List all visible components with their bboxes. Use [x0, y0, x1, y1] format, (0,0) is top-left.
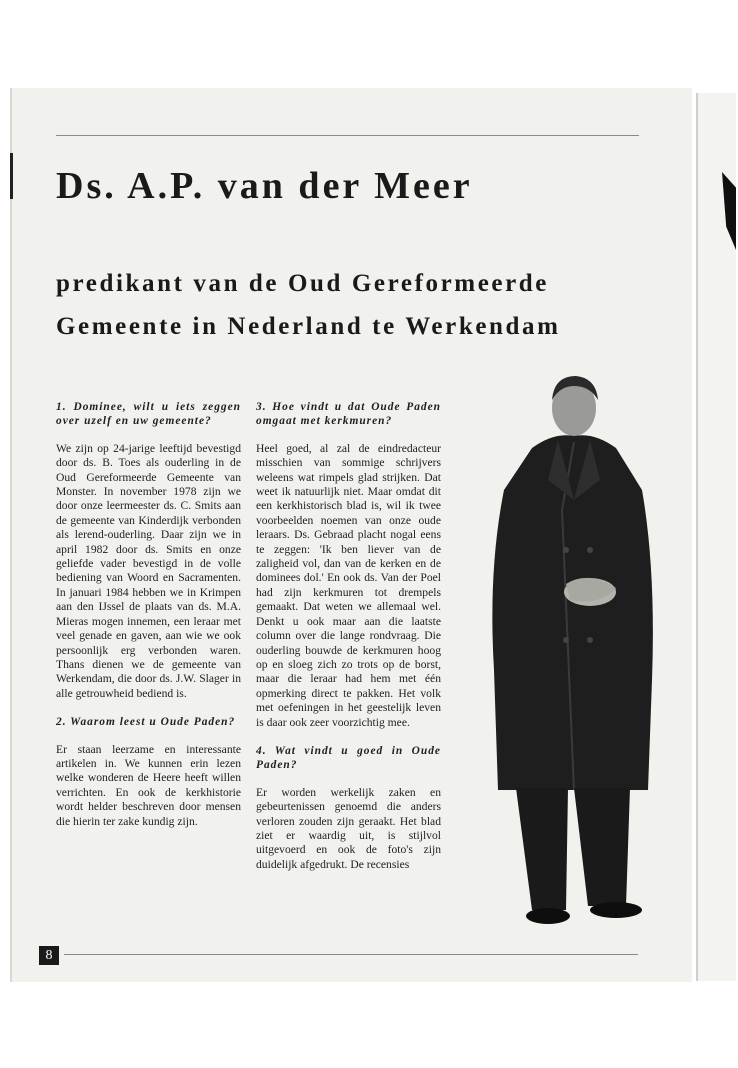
question-3: 3. Hoe vindt u dat Oude Paden omgaat met kerkmuren? [256, 401, 441, 428]
portrait-photo [470, 370, 670, 930]
answer-4: Er worden werkelijk zaken en gebeurtenissen genoemd die anders verloren zouden zijn geraakt. Het blad ziet er waardig uit, is stijlvol uitgevoerd en ook de foto's zijn duidelijk afgedrukt. De recensies [256, 785, 441, 871]
top-rule [56, 135, 639, 136]
page-number: 8 [39, 946, 59, 965]
question-4: 4. Wat vindt u goed in Oude Paden? [256, 744, 441, 772]
bottom-rule [64, 954, 638, 955]
answer-1: We zijn op 24-jarige leeftijd bevestigd door ds. B. Toes als ouderling in de Oud Gereformeerde Gemeente van Monster. In november 1978 zijn we door onze leermeester ds. C. Smits aan de gemeente van Kinderdijk verbonden als lerend-ouderling. Daar zijn we in april 1982 door ds. Smits en onze geliefde vader bevestigd in de volle bediening van Woord en Sacramenten. In januari 1984 hebben we in Krimpen aan den IJssel de plaats van ds. M.A. Mieras mogen innemen, een leraar met veel genade en gaven, aan wie we ook persoonlijk erg verbonden waren. Thans dienen we de gemeente van Werkendam, die door ds. J.W. Slager in alle getrouwheid bediend is. [56, 441, 241, 700]
subtitle-line-1: predikant van de Oud Gereformeerde [56, 270, 550, 297]
answer-2: Er staan leerzame en interessante artikelen in. We kunnen erin lezen welke wonderen de Heere heeft willen verrichten. En ook de kerkhistorie wordt helder beschreven door mensen die hierin ter zake kundig zijn. [56, 742, 241, 828]
question-1: 1. Dominee, wilt u iets zeggen over uzelf en uw gemeente? [56, 401, 241, 428]
answer-3: Heel goed, al zal de eindredacteur misschien van sommige schrijvers weleens wat rimpels glad strijken. Dat weet ik natuurlijk niet. Maar omdat dit een kerkhistorisch blad is, wil ik twee voorbeelden noemen van onze oude leraars. Ds. Gebraad placht nogal eens te zeggen: 'Ik ben liever van de zaligheid vol, dan van de kerken en de dominees dol.' En ook ds. Van der Poel had zijn kerkmuren tot drempels gemaakt. Dat weten we allemaal wel. Denkt u ook maar aan die laatste column over die lange rondvraag. Die ouderling bouwde de kerkmuren hoog op en sloeg zich zo trots op de borst, maar die leraar had hem met één opmerking direct te pakken. Het volk met oefeningen in het geestelijk leven is daar ook zeer voorzichtig mee. [256, 441, 441, 729]
text-column-2 [256, 400, 441, 886]
page-edge [10, 88, 12, 982]
text-column-1 [56, 400, 241, 843]
page-title: Ds. A.P. van der Meer [56, 165, 473, 207]
page-subtitle [56, 262, 561, 348]
left-edge-mark [10, 153, 13, 199]
question-2: 2. Waarom leest u Oude Paden? [56, 716, 236, 729]
subtitle-line-2: Gemeente in Nederland te Werkendam [56, 313, 561, 340]
